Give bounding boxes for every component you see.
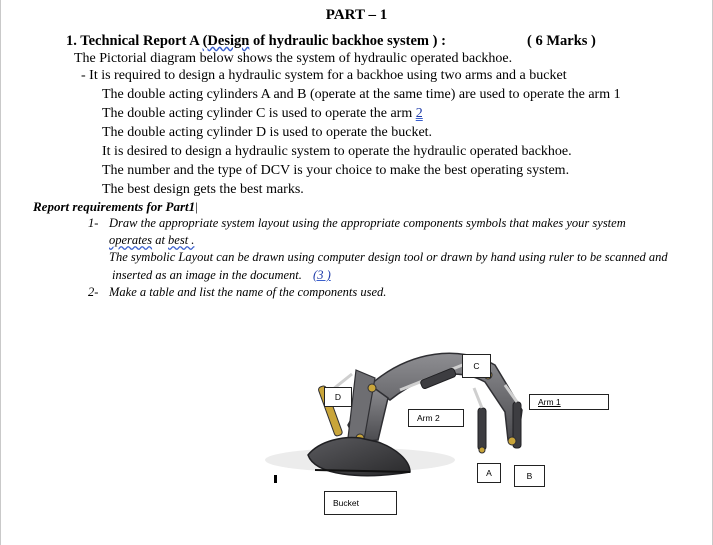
pin-4 xyxy=(508,437,516,445)
req-item-1-note-2 xyxy=(112,268,331,283)
word-at: at xyxy=(152,233,169,247)
section-title-pre: Technical Report A xyxy=(80,33,203,49)
label-arm-1-text: Arm 1 xyxy=(538,397,561,407)
text-cursor: | xyxy=(195,199,198,214)
arm-2-number: 2 xyxy=(415,106,423,121)
section-heading xyxy=(66,33,446,50)
req-item-2-number: 2- xyxy=(88,285,99,299)
pin-1 xyxy=(368,384,376,392)
section-title-mid: of xyxy=(249,33,269,49)
req-item-2-text: Make a table and list the name of the components used. xyxy=(109,285,387,299)
label-bucket: Bucket xyxy=(324,491,397,515)
detail-line-4: It is desired to design a hydraulic system to operate the hydraulic operated backhoe. xyxy=(102,144,572,159)
cylinder-a-rod xyxy=(474,388,482,408)
part-title: PART – 1 xyxy=(325,7,388,23)
detail-line-5: The number and the type of DCV is your choice to make the best operating system. xyxy=(102,163,570,178)
pin-5 xyxy=(479,447,485,453)
edge-mark xyxy=(274,475,277,483)
detail-line-3: The double acting cylinder D is used to operate the bucket. xyxy=(102,125,433,140)
report-requirements-title-text: Report requirements for Part1 xyxy=(33,199,196,214)
label-arm-1 xyxy=(529,394,609,410)
word-operates: operates xyxy=(109,233,153,247)
page-border-left xyxy=(0,0,1,545)
detail-line-2-text: The double acting cylinder C is used to operate the arm xyxy=(102,106,416,121)
detail-line-6: The best design gets the best marks. xyxy=(102,182,304,197)
detail-line-1: The double acting cylinders A and B (operate at the same time) are used to operate the arm 1 xyxy=(102,87,621,102)
report-requirements-title xyxy=(33,199,198,215)
word-best: best . xyxy=(168,233,195,247)
label-c: C xyxy=(462,354,491,378)
req-item-1-note: The symbolic Layout can be drawn using computer design tool or drawn by hand using ruler to be scanned and xyxy=(109,250,668,264)
detail-line-2 xyxy=(102,106,423,122)
req-item-1-number: 1- xyxy=(88,216,99,230)
label-d: D xyxy=(324,387,352,407)
section-title-design: Design xyxy=(207,33,250,49)
req-item-1-text: Draw the appropriate system layout using the appropriate components symbols that makes your system xyxy=(109,216,626,230)
label-b: B xyxy=(514,465,545,487)
section-title-post: hydraulic backhoe system ) : xyxy=(268,33,446,49)
req-item-1-score: (3 ) xyxy=(313,268,331,282)
requirement-line: - It is required to design a hydraulic system for a backhoe using two arms and a bucket xyxy=(81,68,567,83)
cylinder-a xyxy=(478,408,486,450)
label-a: A xyxy=(477,463,501,483)
label-arm-2: Arm 2 xyxy=(408,409,464,427)
intro-text: The Pictorial diagram below shows the system of hydraulic operated backhoe. xyxy=(74,51,513,66)
req-item-1-continuation xyxy=(109,233,194,248)
marks-label: ( 6 Marks ) xyxy=(527,33,596,49)
section-number: 1. xyxy=(66,33,77,49)
req-item-1-note-2-text: inserted as an image in the document. xyxy=(112,268,302,282)
section-title-paren: ( xyxy=(202,33,208,49)
